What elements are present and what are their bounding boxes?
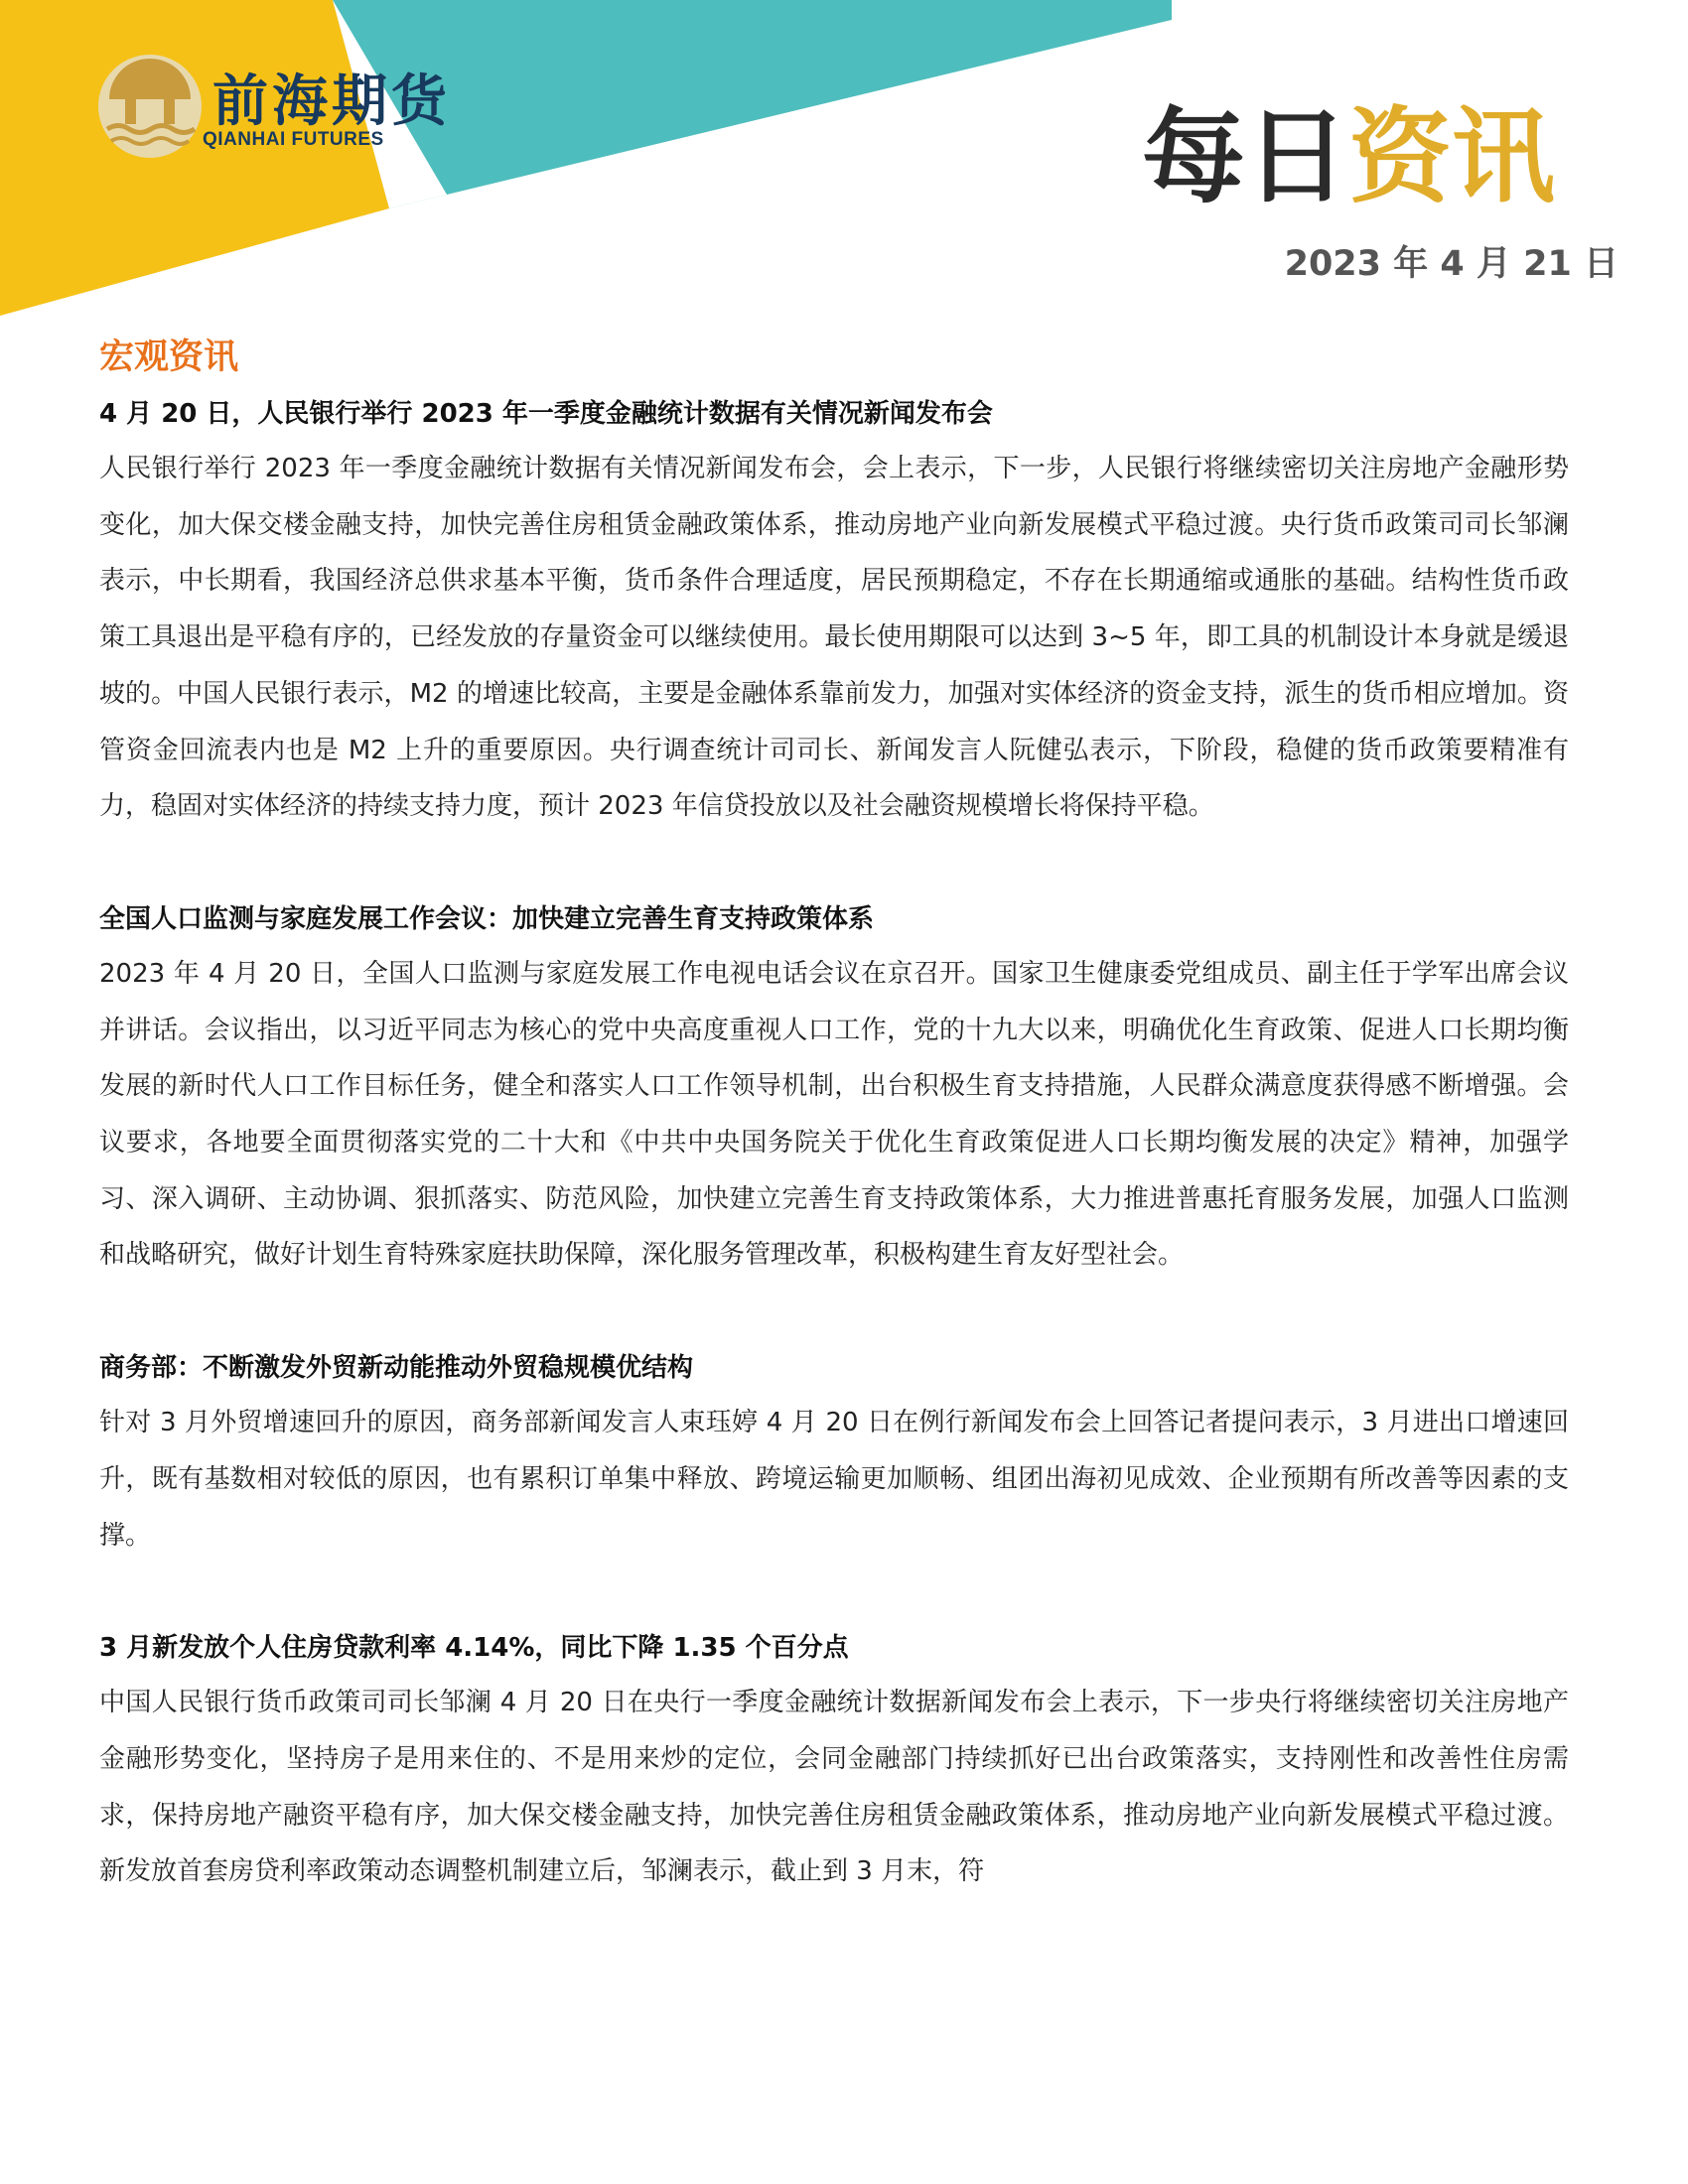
news-article [99,387,1569,835]
article-body: 中国人民银行货币政策司司长邹澜 4 月 20 日在央行一季度金融统计数据新闻发布会上表示，下一步央行将继续密切关注房地产金融形势变化，坚持房子是用来住的、不是用来炒的定位，会同金融部门持续抓好已出台政策落实，支持刚性和改善性住房需求，保持房地产融资平稳有序，加大保交楼金融支持，加快完善住房租赁金融政策体系，推动房地产业向新发展模式平稳过渡。新发放首套房贷利率政策动态调整机制建立后，邹澜表示，截止到 3 月末，符 [99,1688,1569,1887]
article-body: 人民银行举行 2023 年一季度金融统计数据有关情况新闻发布会，会上表示，下一步，人民银行将继续密切关注房地产金融形势变化，加大保交楼金融支持，加快完善住房租赁金融政策体系，推动房地产业向新发展模式平稳过渡。央行货币政策司司长邹澜表示，中长期看，我国经济总供求基本平衡，货币条件合理适度，居民预期稳定，不存在长期通缩或通胀的基础。结构性货币政策工具退出是平稳有序的，已经发放的存量资金可以继续使用。最长使用期限可以达到 3~5 年，即工具的机制设计本身就是缓退坡的。中国人民银行表示，M2 的增速比较高，主要是金融体系靠前发力，加强对实体经济的资金支持，派生的货币相应增加。资管资金回流表内也是 M2 上升的重要原因。央行调查统计司司长、新闻发言人阮健弘表示，下阶段，稳健的货币政策要精准有力，稳固对实体经济的持续支持力度，预计 2023 年信贷投放以及社会融资规模增长将保持平稳。 [99,454,1569,822]
news-article [99,892,1569,1284]
teal-banner [333,0,1172,208]
article-body: 针对 3 月外贸增速回升的原因，商务部新闻发言人束珏婷 4 月 20 日在例行新闻发布会上回答记者提问表示，3 月进出口增速回升，既有基数相对较低的原因，也有累积订单集中释放、跨境运输更加顺畅、组团出海初见成效、企业预期有所改善等因素的支撑。 [99,1408,1569,1551]
main-content [99,328,1569,1900]
title-part-2: 资讯 [1348,96,1556,217]
article-title: 3 月新发放个人住房贷款利率 4.14%，同比下降 1.35 个百分点 [99,1633,849,1664]
article-title: 商务部：不断激发外贸新动能推动外贸稳规模优结构 [99,1353,694,1384]
logo-english-name: QIANHAI FUTURES [203,129,384,150]
article-title: 4 月 20 日，人民银行举行 2023 年一季度金融统计数据有关情况新闻发布会 [99,399,993,429]
logo-chinese-name: 前海期货 [212,68,451,134]
qianhai-logo-icon [95,52,205,161]
section-title: 宏观资讯 [99,338,239,377]
article-title: 全国人口监测与家庭发展工作会议：加快建立完善生育支持政策体系 [99,903,875,934]
news-article [99,1341,1569,1564]
article-body: 2023 年 4 月 20 日，全国人口监测与家庭发展工作电视电话会议在京召开。国家卫生健康委党组成员、副主任于学军出席会议并讲话。会议指出，以习近平同志为核心的党中央高度重视人口工作，党的十九大以来，明确优化生育政策、促进人口长期均衡发展的新时代人口工作目标任务，健全和落实人口工作领导机制，出台积极生育支持措施，人民群众满意度获得感不断增强。会议要求，各地要全面贯彻落实党的二十大和《中共中央国务院关于优化生育政策促进人口长期均衡发展的决定》精神，加强学习、深入调研、主动协调、狠抓落实、防范风险，加快建立完善生育支持政策体系，大力推进普惠托育服务发展，加强人口监测和战略研究，做好计划生育特殊家庭扶助保障，深化服务管理改革，积极构建生育友好型社会。 [99,958,1569,1271]
page-title [1142,96,1556,217]
report-date: 2023 年 4 月 21 日 [1284,244,1618,284]
title-part-1: 每日 [1142,96,1349,217]
news-article [99,1621,1569,1900]
company-logo [95,52,453,161]
